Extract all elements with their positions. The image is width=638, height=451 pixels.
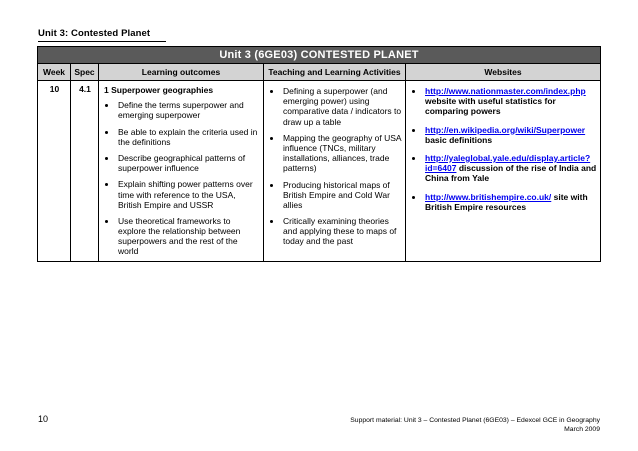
websites-list [410, 86, 597, 212]
list-item: • Producing historical maps of British Empire and Cold War allies [282, 180, 402, 211]
spec-cell: 4.1 [71, 81, 99, 262]
table-title-row [38, 47, 601, 64]
website-link[interactable]: http://www.britishempire.co.uk/ [425, 191, 552, 202]
list-item [424, 153, 597, 184]
websites-cell [406, 81, 601, 262]
list-item [424, 192, 597, 212]
page-footer [350, 416, 600, 434]
column-header-websites: Websites [406, 64, 601, 81]
list-item [424, 125, 597, 145]
list-item: • Describe geographical patterns of superpower influence [117, 153, 260, 173]
website-description: site with British Empire resources [425, 191, 588, 212]
column-header-spec: Spec [71, 64, 99, 81]
learning-outcomes-topic: 1 Superpower geographies [104, 85, 214, 95]
list-item: • Mapping the geography of USA influence (TNCs, military installations, alliances, trade patterns) [282, 133, 402, 174]
list-item: • Defining a superpower (and emerging power) using comparative data / indicators to draw up a table [282, 86, 402, 127]
week-cell: 10 [38, 81, 71, 262]
learning-outcomes-cell [99, 81, 264, 262]
website-description: website with useful statistics for comparing powers [425, 96, 556, 117]
activities-cell [264, 81, 406, 262]
list-item [424, 86, 597, 117]
document-heading: Unit 3: Contested Planet [38, 28, 166, 42]
table-title: Unit 3 (6GE03) CONTESTED PLANET [38, 47, 601, 64]
website-description: basic definitions [425, 134, 493, 145]
scheme-of-work-table [37, 46, 601, 262]
column-header-learning-outcomes: Learning outcomes [99, 64, 264, 81]
table-row [38, 81, 601, 262]
list-item: • Define the terms superpower and emerging superpower [117, 100, 260, 120]
list-item: • Use theoretical frameworks to explore the relationship between superpowers and the rest of the world [117, 216, 260, 257]
page-number: 10 [38, 414, 49, 424]
website-description: discussion of the rise of India and China from Yale [425, 163, 597, 184]
column-header-activities: Teaching and Learning Activities [264, 64, 406, 81]
activities-list [268, 86, 402, 247]
list-item: • Be able to explain the criteria used in the definitions [117, 127, 260, 147]
website-link[interactable]: http://yaleglobal.yale.edu/display.article?id=6407 [425, 152, 591, 174]
website-link[interactable]: http://en.wikipedia.org/wiki/Superpower [425, 124, 586, 135]
website-link[interactable]: http://www.nationmaster.com/index.php [425, 86, 586, 96]
table-header-row [38, 64, 601, 81]
footer-support-material: Support material: Unit 3 – Contested Planet (6GE03) – Edexcel GCE in Geography [350, 417, 600, 424]
column-header-week: Week [38, 64, 71, 81]
footer-date: March 2009 [564, 426, 600, 434]
list-item: • Explain shifting power patterns over time with reference to the USA, British Empire and USSR [117, 179, 260, 210]
learning-outcomes-list [103, 100, 260, 256]
list-item: • Critically examining theories and applying these to maps of today and the past [282, 216, 402, 247]
